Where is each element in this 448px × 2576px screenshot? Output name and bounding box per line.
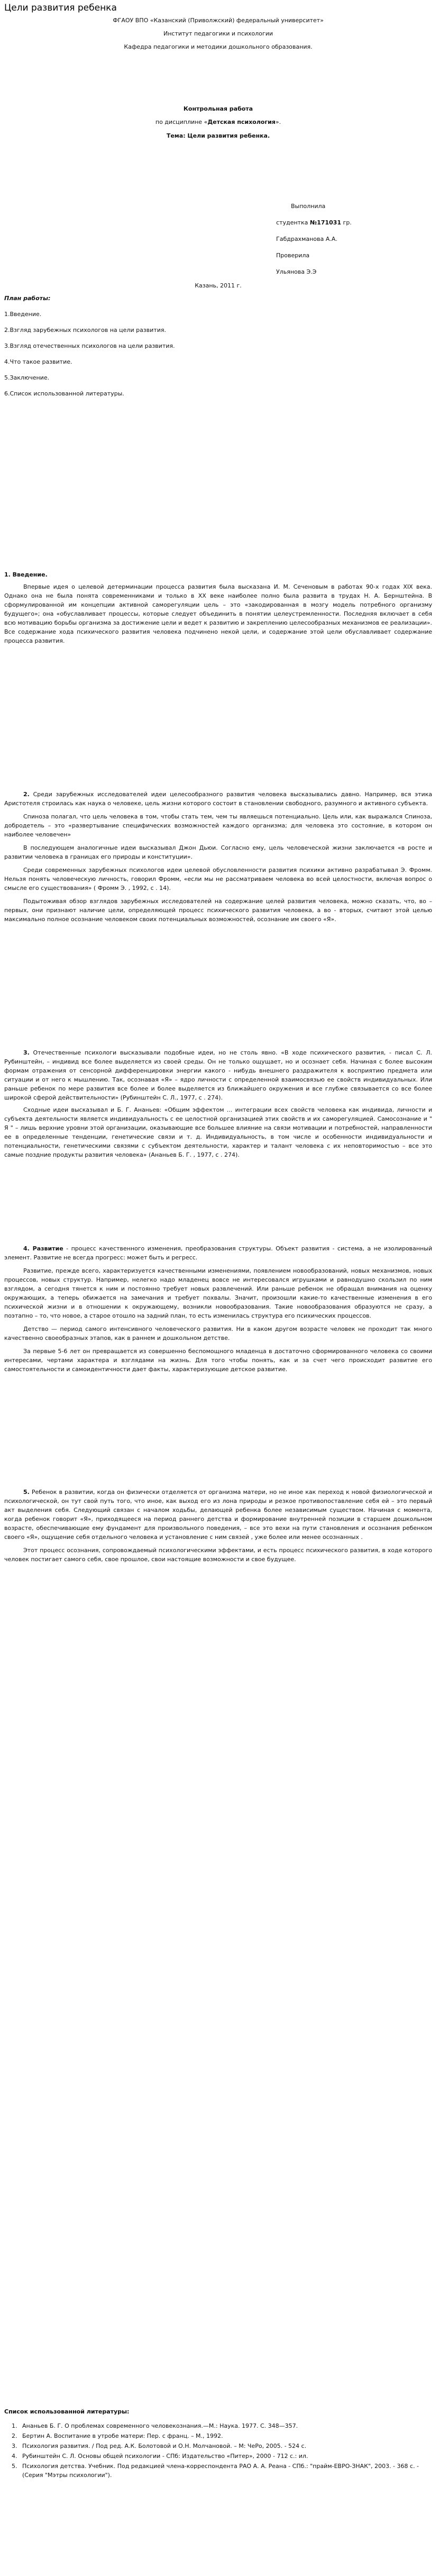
section-5-paragraph: Этот процесс осознания, сопровождаемый психологическими эффектами, и есть процесс психического развития, в ходе которого человек постигает самого себя, свое прошлое, свои настоящие возможности и свое будущее. <box>4 1547 432 1563</box>
department-name: Кафедра педагогики и методики дошкольного образования. <box>124 43 313 50</box>
section-2-text: Среди зарубежных исследователей идеи целесообразного развития человека высказывались давно. Например, вся этика Аристотеля строилась как наука о человеке, цель жизни которого состоит в становлении свободного, разумного и активного субъекта. <box>4 791 432 807</box>
section-5-text: Ребенок в развитии, когда он физически отделяется от организма матери, но не иное как переход к новой физиологической и психологической, он тут свой путь того, что иное, как выход его из лона природы и резкое противопоставление себя ей – это первый акт выделения себя. Следующий связан с началом ходьбы, делающей ребенка более независимым существом. Начиная с момента, когда ребенок говорит «Я», приходящееся на период раннего детства и формирование внутренней позиции в старшем дошкольном возрасте, обеспечивающие ему фундамент для произвольного поведения, – все это вехи на пути становления и осознания ребенком своего «Я», ощущение себя отдельного человека и установление с ним связей , уже более или менее осознанных . <box>4 1489 432 1541</box>
section-2-number: 2. <box>23 791 30 798</box>
work-type: Контрольная работа <box>183 105 253 112</box>
plan-item: 4.Что такое развитие. <box>4 358 72 365</box>
reference-item: 1. Ананьев Б. Г. О проблемах современного человекознания.—М.: Наука. 1977. С. 348—357. <box>19 2421 432 2430</box>
reference-item: 5. Психология детства. Учебник. Под редакцией члена-корреспондента РАО А. А. Реана - СПб.: "прайм-ЕВРО-ЗНАК", 2003. - 368 с. - (Серия "Мэтры психологии"). <box>19 2462 432 2480</box>
topic-line <box>4 131 432 140</box>
student-suffix: гр. <box>341 219 352 226</box>
checker-name: Ульянова Э.Э <box>276 268 317 275</box>
plan-item: 2.Взгляд зарубежных психологов на цели развития. <box>4 327 166 334</box>
section-4-text: - процесс качественного изменения, преобразования структуры. Объект развития - система, а не изолированный элемент. Развитие не всегда прогресс: может быть и регресс. <box>4 1245 432 1261</box>
institute-name: Институт педагогики и психологии <box>163 30 273 37</box>
plan-item: 1.Введение. <box>4 311 42 318</box>
section-3-paragraph <box>4 1048 432 1102</box>
section-4 <box>4 1244 432 1374</box>
city-year: Казань, 2011 г. <box>195 282 242 289</box>
plan-title: План работы: <box>4 295 51 302</box>
section-5 <box>4 1488 432 1564</box>
topic-name: Цели развития ребенка. <box>187 132 270 139</box>
student-group: №171031 <box>309 219 341 226</box>
section-4-lead: Развитие <box>29 1245 63 1252</box>
student-prefix: студентка <box>276 219 310 226</box>
section-2-paragraph: В последующем аналогичные идеи высказывал Джон Дьюи. Согласно ему, цель человеческой жизни заключается «в росте и развитии человека в границах его природы и конституции». <box>4 844 432 860</box>
plan-block <box>4 294 432 405</box>
plan-item: 3.Взгляд отечественных психологов на цели развития. <box>4 343 175 349</box>
section-2 <box>4 790 432 924</box>
section-2-paragraph: Подытоживая обзор взглядов зарубежных исследователей на содержание целей развития человека, можно сказать, что, во – первых, они признают наличие цели, определяющей процесс психического развития человека, а во - вторых, считают этой целью максимально полное осознание человеком своих потенциальных возможностей, осознание им своего «Я». <box>4 898 432 923</box>
signature-block <box>276 202 435 284</box>
section-4-paragraph: За первые 5-6 лет он превращается из совершенно беспомощного младенца в достаточно сформированного человека со своими интересами, чертами характера и взглядами на жизнь. Для того чтобы понять, как и за счет чего происходит развитие его самостоятельности и самоидентичности дает факты, характеризующие детское развитие. <box>4 1348 432 1373</box>
section-4-paragraph: Развитие, прежде всего, характеризуется качественными изменениями, появлением новообразований, новых механизмов, новых процессов, новых структур. Например, нелегко надо младенец вовсе не интересовался игрушками и равнодушно скользил по ним взглядом, а сегодня тянется к ним и постоянно требует новых развлечений. Или раньше ребенок не обращал внимания на оценку окружающих, а теперь обижается на замечания и требует похвалы. Значит, произошли какие-то качественные изменения в его психической жизни и в отношении к окружающему, возникли новообразования. Такие новообразования образуются не сразу, а поэтапно – то, что новое, а старое отошло на задний план, то есть изменилась структура его психических процессов. <box>4 1267 432 1319</box>
references-block <box>4 2407 432 2481</box>
references-list <box>4 2421 432 2480</box>
section-4-paragraph <box>4 1244 432 1262</box>
student-line <box>276 218 435 227</box>
section-4-paragraph: Детство — период самого интенсивного человеческого развития. Ни в каком другом возрасте человек не проходит так много качественно своеобразных этапов, как в раннем и дошкольном детстве. <box>4 1326 432 1341</box>
section-3-paragraph: Сходные идеи высказывал и Б. Г. Ананьев: «Общим эффектом ... интеграции всех свойств человека как индивида, личности и субъекта деятельности является индивидуальность с ее целостной организацией этих свойств и их саморегуляцией. Самосознание и " Я " – лишь верхние уровни этой организации, оказывающие все большее влияние на связи мотивации и потребностей, направленности ее в определенные тенденции, генетические связи и т. д. Индивидуальность, в том числе и особенности индивидуальности и потенциальности, генетическими связями с субъектом деятельности, характер и талант человека с их неповторимостью – все это самые поздние продукты развития человека» (Ананьев Б. Г. , 1977, с . 274). <box>4 1106 432 1158</box>
discipline-line <box>4 118 432 127</box>
page-title: Цели развития ребенка <box>4 3 117 13</box>
section-3 <box>4 1048 432 1159</box>
section-2-paragraph <box>4 790 432 808</box>
topic-prefix: Тема: <box>166 132 188 139</box>
discipline-prefix: по дисциплине « <box>155 119 208 125</box>
discipline-name: Детская психология <box>207 119 276 125</box>
section-2-paragraph: Спиноза полагал, что цель человека в том, чтобы стать тем, чем ты являешься потенциально. Цель или, как выражался Спиноза, добродетель – это «развертывание специфических возможностей каждого организма; для человека это состояние, в котором он наиболее человечен» <box>4 813 432 838</box>
university-name: ФГАОУ ВПО «Казанский (Приволжский) федеральный университет» <box>113 17 324 24</box>
reference-item: 2. Бертин А. Воспитание в утробе матери: Пер. с франц. – М., 1992. <box>19 2431 432 2440</box>
done-label: Выполнила <box>291 203 326 210</box>
plan-item: 6.Список использованной литературы. <box>4 390 124 397</box>
discipline-suffix: ». <box>275 119 281 125</box>
section-2-paragraph: Среди современных зарубежных психологов идеи целевой обусловленности развития психики активно разрабатывал Э. Фромм. Нельзя понять человеческую личность, говорил Фромм, «если мы не рассматриваем человека во всей целостности, включая вопрос о смысле его существования» ( Фромм Э. , 1992, с . 14). <box>4 867 432 891</box>
references-title: Список использованной литературы: <box>4 2408 130 2415</box>
section-4-number: 4. <box>23 1245 30 1252</box>
section-3-number: 3. <box>23 1049 30 1056</box>
intro-paragraph: Впервые идея о целевой детерминации процесса развития была высказана И. М. Сеченовым в работах 90-х годах XIX века. Однако она не была понята современниками и только в XX веке наиболее полно была развита в трудах Н. А. Бернштейна. В сформулированной им концепции активной саморегуляции цель – это «закодированная в мозгу модель потребного организму будущего»; она «обуславливает процессы, которые следует объединить в понятии целеустремленности. Последняя включает в себя всю мотивацию борьбы организма за достижение цели и ведет к развитию и закреплению целесообразных механизмов ее реализации». Все содержание хода психического развития человека подчинено некой цели, и содержание этой цели обуславливает содержание процесса развития. <box>4 583 432 644</box>
section-5-number: 5. <box>23 1489 30 1496</box>
section-3-text: Отечественные психологи высказывали подобные идеи, но не столь явно. «В ходе психического развития, - писал С. Л. Рубинштейн, – индивид все более выделяется из своей среды. Он не только ощущает, но и осознает себя. Начиная с более высоким формам отражения от сенсорной дифференцировки энергии какого - нибудь внешнего раздражителя к восприятию предмета или ситуации и от него к мышлению. Так, осознавая «Я» – ядро личности с определенной взаимосвязью ее свойств индивидуальных. Или раньше ребенок по мере развития все более и более выделяется из ближайшего окружения и все глубже связывается со все более широкой сферой действительности» (Рубинштейн С. Л., 1977, с . 274). <box>4 1049 432 1101</box>
student-name: Габдрахманова А.А. <box>276 236 337 242</box>
section-5-paragraph <box>4 1488 432 1542</box>
reference-item: 3. Психология развития. / Под ред. А.К. Болотовой и О.Н. Молчановой. – М: ЧеРо, 2005. - 524 с. <box>19 2442 432 2451</box>
plan-item: 5.Заключение. <box>4 374 50 381</box>
checked-label: Проверила <box>276 252 310 259</box>
intro-heading: 1. Введение. <box>4 571 48 578</box>
reference-item: 4. Рубинштейн С. Л. Основы общей психологии - СПб: Издательство «Питер», 2000 - 712 с.: ил. <box>19 2452 432 2461</box>
